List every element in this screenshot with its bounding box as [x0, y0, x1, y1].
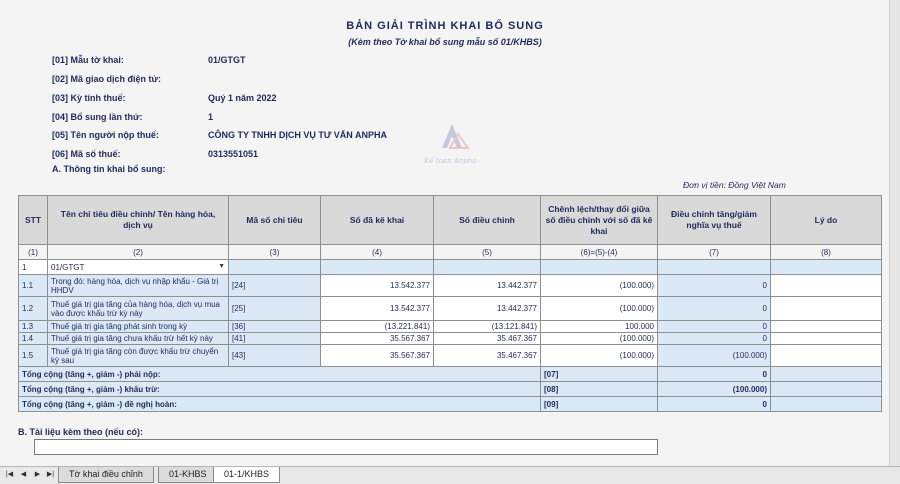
info-label: [06] Mã số thuế: — [52, 149, 121, 159]
cell-item-name: Thuế giá trị gia tăng phát sinh trong kỳ — [48, 321, 229, 333]
column-number: (4) — [321, 245, 434, 260]
total-label: Tổng cộng (tăng +, giảm -) khấu trừ: — [19, 382, 541, 397]
table-row — [19, 275, 882, 297]
column-number: (5) — [434, 245, 541, 260]
cell-item-name: Thuế giá trị gia tăng của hàng hóa, dịch vụ mua vào được khấu trừ kỳ này — [48, 297, 229, 321]
total-value: 0 — [658, 367, 771, 382]
info-value: 0313551051 — [208, 149, 259, 159]
header-reason: Lý do — [771, 196, 882, 245]
info-label: [01] Mẫu tờ khai: — [52, 55, 124, 65]
column-number: (2) — [48, 245, 229, 260]
cell-declared — [321, 260, 434, 275]
cell-reason[interactable] — [771, 333, 882, 345]
header-code: Mã số chỉ tiêu — [229, 196, 321, 245]
logo-text: Kế toán Anpha — [424, 157, 477, 165]
cell-stt: 1.3 — [19, 321, 48, 333]
column-number: (6)=(5)-(4) — [541, 245, 658, 260]
cell-adjustment — [658, 260, 771, 275]
first-sheet-icon[interactable]: |◀ — [5, 471, 14, 478]
table-row — [19, 321, 882, 333]
cell-stt: 1 — [19, 260, 48, 275]
section-a-heading: A. Thông tin khai bổ sung: — [52, 164, 166, 174]
attachment-input[interactable] — [34, 439, 658, 455]
info-label: [05] Tên người nộp thuế: — [52, 130, 159, 140]
cell-code: [43] — [229, 345, 321, 367]
table-row — [19, 297, 882, 321]
cell-adjusted — [434, 260, 541, 275]
cell-adjusted[interactable]: 13.442.377 — [434, 297, 541, 321]
header-item-name: Tên chỉ tiêu điều chỉnh/ Tên hàng hóa, dịch vụ — [48, 196, 229, 245]
info-label: [03] Kỳ tính thuế: — [52, 93, 126, 103]
sheet-tab-bar — [0, 466, 900, 484]
table-row-group — [19, 260, 882, 275]
form-type-select[interactable] — [48, 260, 229, 275]
cell-diff: (100.000) — [541, 275, 658, 297]
cell-declared[interactable]: 13.542.377 — [321, 297, 434, 321]
table-row — [19, 345, 882, 367]
total-empty — [771, 397, 882, 412]
total-value: 0 — [658, 397, 771, 412]
info-label: [04] Bổ sung lần thứ: — [52, 112, 143, 122]
cell-adjusted[interactable]: (13.121.841) — [434, 321, 541, 333]
cell-declared[interactable]: 35.567.367 — [321, 345, 434, 367]
cell-adjusted[interactable]: 35.467.367 — [434, 345, 541, 367]
cell-reason[interactable] — [771, 275, 882, 297]
cell-adjustment: 0 — [658, 275, 771, 297]
cell-declared[interactable]: (13.221.841) — [321, 321, 434, 333]
total-label: Tổng cộng (tăng +, giảm -) phải nộp: — [19, 367, 541, 382]
header-stt: STT — [19, 196, 48, 245]
total-code: [07] — [541, 367, 658, 382]
total-code: [09] — [541, 397, 658, 412]
cell-adjustment: (100.000) — [658, 345, 771, 367]
cell-code: [41] — [229, 333, 321, 345]
column-number: (3) — [229, 245, 321, 260]
cell-adjustment: 0 — [658, 321, 771, 333]
last-sheet-icon[interactable]: ▶| — [46, 471, 55, 478]
vertical-scrollbar[interactable] — [889, 0, 900, 466]
column-number: (8) — [771, 245, 882, 260]
column-number-row — [19, 245, 882, 260]
total-row-deductible — [19, 382, 882, 397]
total-code: [08] — [541, 382, 658, 397]
section-b-heading: B. Tài liệu kèm theo (nếu có): — [18, 427, 144, 437]
anpha-logo — [424, 116, 480, 168]
cell-reason[interactable] — [771, 297, 882, 321]
next-sheet-icon[interactable]: ▶ — [34, 471, 41, 478]
cell-stt: 1.4 — [19, 333, 48, 345]
currency-unit: Đơn vị tiền: Đồng Việt Nam — [683, 180, 786, 190]
cell-diff: (100.000) — [541, 297, 658, 321]
cell-reason[interactable] — [771, 345, 882, 367]
cell-diff: (100.000) — [541, 333, 658, 345]
total-empty — [771, 367, 882, 382]
info-value: Quý 1 năm 2022 — [208, 93, 277, 103]
cell-diff — [541, 260, 658, 275]
cell-reason — [771, 260, 882, 275]
total-label: Tổng cộng (tăng +, giảm -) đề nghị hoàn: — [19, 397, 541, 412]
tab-to-khai-dieu-chinh[interactable]: Tờ khai điều chỉnh — [58, 467, 154, 483]
info-value: 1 — [208, 112, 214, 122]
total-row-payable — [19, 367, 882, 382]
cell-stt: 1.5 — [19, 345, 48, 367]
tab-01-khbs[interactable]: 01-KHBS — [158, 467, 218, 483]
cell-item-name: Trong đó: hàng hóa, dịch vụ nhập khẩu - Giá trị HHDV — [48, 275, 229, 297]
adjustment-table — [18, 195, 882, 412]
total-row-refund — [19, 397, 882, 412]
chevron-down-icon[interactable]: ▼ — [218, 262, 225, 270]
info-value: 01/GTGT — [208, 55, 246, 65]
cell-code: [24] — [229, 275, 321, 297]
total-empty — [771, 382, 882, 397]
prev-sheet-icon[interactable]: ◀ — [20, 471, 27, 478]
cell-diff: (100.000) — [541, 345, 658, 367]
form-subtitle: (Kèm theo Tờ khai bổ sung mẫu số 01/KHBS) — [348, 37, 542, 47]
info-label: [02] Mã giao dịch điện tử: — [52, 74, 162, 84]
cell-adjustment: 0 — [658, 333, 771, 345]
form-title: BẢN GIẢI TRÌNH KHAI BỔ SUNG — [346, 20, 544, 32]
total-value: (100.000) — [658, 382, 771, 397]
cell-declared[interactable]: 13.542.377 — [321, 275, 434, 297]
cell-reason[interactable] — [771, 321, 882, 333]
cell-stt: 1.2 — [19, 297, 48, 321]
cell-declared[interactable]: 35.567.367 — [321, 333, 434, 345]
header-obligation-adjustment: Điều chỉnh tăng/giảm nghĩa vụ thuế — [658, 196, 771, 245]
table-row — [19, 333, 882, 345]
cell-code: [25] — [229, 297, 321, 321]
table-header-row — [19, 196, 882, 245]
cell-adjustment: 0 — [658, 297, 771, 321]
header-adjusted: Số điều chỉnh — [434, 196, 541, 245]
column-number: (7) — [658, 245, 771, 260]
header-difference: Chênh lệch/thay đổi giữa số điều chỉnh với số đã kê khai — [541, 196, 658, 245]
cell-adjusted[interactable]: 13.442.377 — [434, 275, 541, 297]
header-declared: Số đã kê khai — [321, 196, 434, 245]
cell-diff: 100.000 — [541, 321, 658, 333]
info-value: CÔNG TY TNHH DỊCH VỤ TƯ VẤN ANPHA — [208, 130, 387, 140]
cell-item-name: Thuế giá trị gia tăng chưa khấu trừ hết kỳ này — [48, 333, 229, 345]
cell-code: [36] — [229, 321, 321, 333]
cell-stt: 1.1 — [19, 275, 48, 297]
form-type-select-value: 01/GTGT — [51, 262, 85, 272]
cell-adjusted[interactable]: 35.467.367 — [434, 333, 541, 345]
tab-01-1-khbs[interactable]: 01-1/KHBS — [213, 467, 280, 483]
cell-code — [229, 260, 321, 275]
cell-item-name: Thuế giá trị gia tăng còn được khấu trừ chuyển kỳ sau — [48, 345, 229, 367]
column-number: (1) — [19, 245, 48, 260]
